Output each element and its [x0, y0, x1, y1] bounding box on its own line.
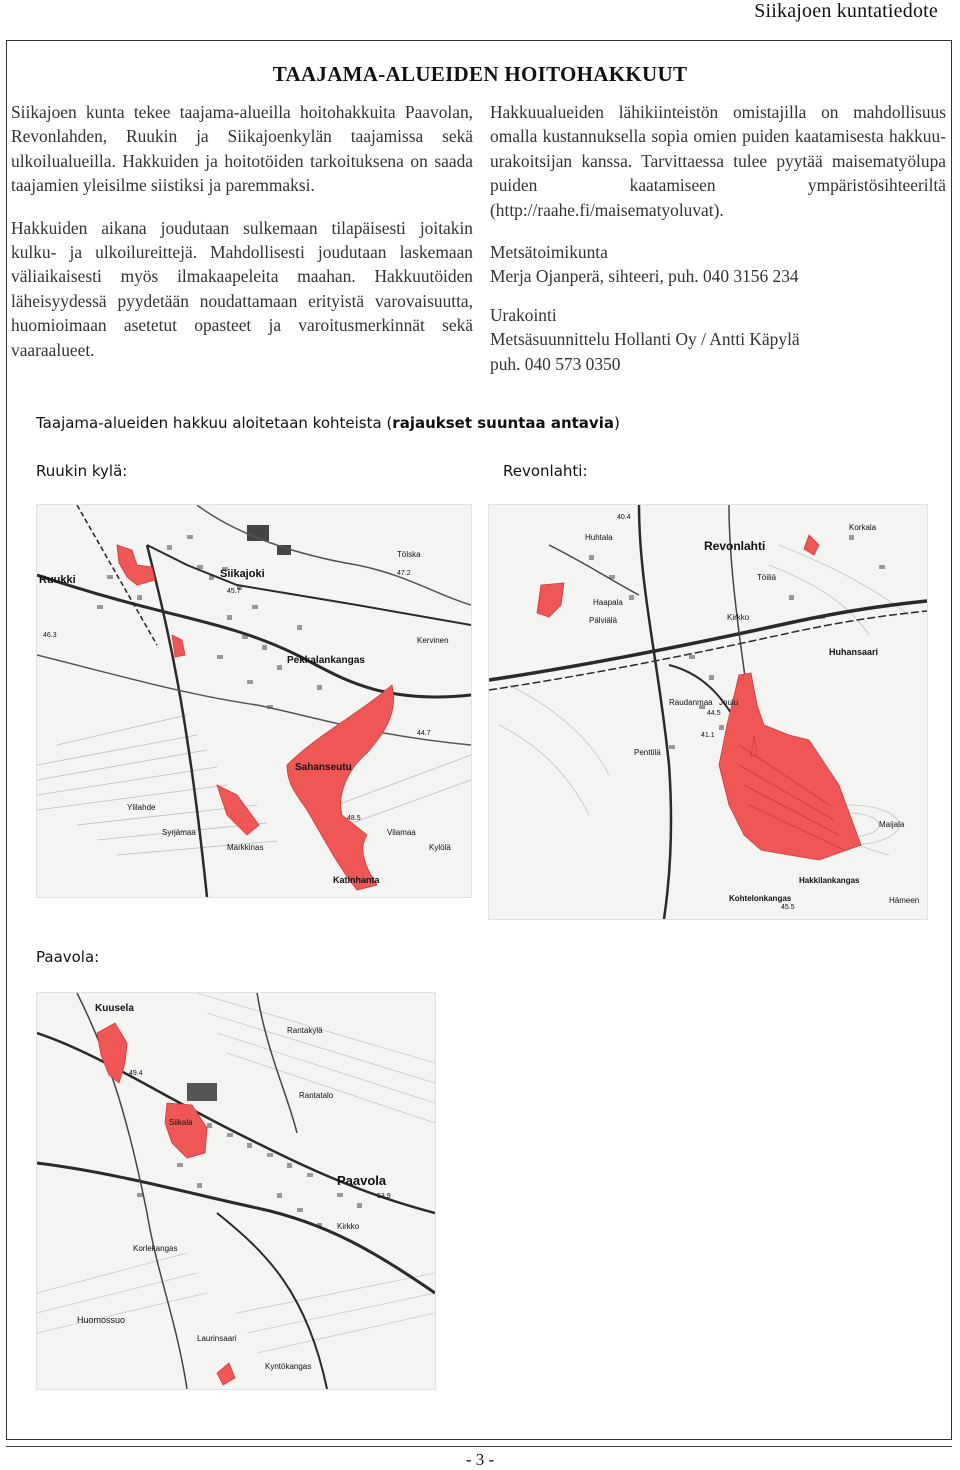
- place-kohtelonkangas: Kohtelonkangas: [729, 894, 792, 903]
- elev-2: 53.9: [377, 1193, 391, 1200]
- place-markkinas: Markkinas: [227, 843, 264, 852]
- place-kylola: Kylölä: [429, 843, 451, 852]
- contact-heading: Metsätoimikunta: [490, 242, 608, 263]
- intro-bold: rajaukset suuntaa antavia: [392, 414, 614, 432]
- contact-line: Metsäsuunnittelu Hollanti Oy / Antti Käpylä: [490, 329, 800, 350]
- paragraph-owners: Hakkuualueiden lähikiinteistön omistajilla on mahdollisuus omalla kustannuksella sopia omien puiden kaatamisesta hakkuu-urakoitsijan kanssa. Tarvittaessa tulee pyytää maisematyölupa puiden kaatamiseen ympäristösihteeriltä (http://raahe.fi/maisematyoluvat).: [490, 102, 946, 220]
- maps-intro: Taajama-alueiden hakkuu aloitetaan kohteista (rajaukset suuntaa antavia): [36, 414, 620, 432]
- place-hameen: Hämeen: [889, 896, 920, 905]
- caption-ruukki: Ruukin kylä:: [36, 462, 128, 480]
- contact-urakointi: [490, 303, 946, 376]
- place-siikajoki: Siikajoki: [220, 568, 265, 580]
- place-rantatalo: Rantatalo: [299, 1091, 334, 1100]
- place-penttila: Penttilä: [634, 748, 661, 757]
- place-haapala: Haapala: [593, 598, 623, 607]
- place-pekkalankangas: Pekkalankangas: [287, 655, 365, 666]
- contact-line: puh. 040 573 0350: [490, 353, 621, 374]
- place-raudanmaa: Raudanmaa: [669, 698, 713, 707]
- place-kervinen: Kervinen: [417, 636, 449, 645]
- place-kirkko: Kirkko: [727, 613, 750, 622]
- place-sahanseutu: Sahanseutu: [295, 762, 352, 773]
- place-palviala: Pälviälä: [589, 616, 618, 625]
- elev-2: 45.7: [227, 588, 241, 595]
- caption-revonlahti: Revonlahti:: [503, 462, 588, 480]
- map-paavola: [36, 992, 436, 1390]
- place-joulu: Joulu: [719, 698, 739, 707]
- article-title: TAAJAMA-ALUEIDEN HOITOHAKKUUT: [272, 62, 688, 86]
- place-vilamaa: Vilamaa: [387, 828, 416, 837]
- page-number: - 3 -: [465, 1450, 495, 1469]
- elev-4: 47.2: [397, 570, 411, 577]
- place-huhtala: Huhtala: [585, 533, 613, 542]
- caption-paavola: Paavola:: [36, 948, 100, 966]
- place-katinhanta: Katinhanta: [333, 875, 380, 885]
- map-paavola-graphic: [37, 993, 435, 1389]
- place-paavola: Paavola: [337, 1173, 387, 1188]
- elev-1: 46.3: [43, 632, 57, 639]
- elev-3: 41.1: [701, 732, 715, 739]
- elev-5: 44.7: [417, 730, 431, 737]
- contact-line: Merja Ojanperä, sihteeri, puh. 040 3156 234: [490, 266, 799, 287]
- paragraph-intro: Siikajoen kunta tekee taajama-alueilla hoitohakkuita Paavolan, Revonlahden, Ruukin ja Siikajoenkylän taajamissa sekä ulkoilualueilla. Hakkuiden ja hoitotöiden tarkoituksena on saada taajamien yleisilme siistiksi ja paremmaksi.: [11, 102, 473, 196]
- place-toilia: Töiliä: [757, 573, 777, 582]
- place-rantakyla: Rantakylä: [287, 1026, 323, 1035]
- elev-1: 49.4: [129, 1070, 143, 1077]
- map-revonlahti: [488, 504, 928, 920]
- place-hakkilankangas: Hakkilankangas: [799, 876, 860, 885]
- paragraph-safety: Hakkuiden aikana joudutaan sulkemaan tilapäisesti joitakin kulku- ja ulkoilureittejä. Mahdollisesti joudutaan laskemaan väliaikaisesti myös ilmakaapeleita maahan. Hakkuutöiden läheisyydessä pyydetään noudattamaan erityistä varovaisuutta, huomioimaan asetetut opasteet ja varoitusmerkinnät sekä vaaraalueet.: [11, 217, 473, 360]
- place-kyntokangas: Kyntökangas: [265, 1362, 312, 1371]
- place-laurinsaari: Laurinsaari: [197, 1334, 237, 1343]
- contact-heading: Urakointi: [490, 304, 557, 325]
- place-siikala: Siikala: [169, 1118, 193, 1127]
- place-huomossuo: Huomossuo: [77, 1315, 126, 1325]
- elev-3: 48.5: [347, 815, 361, 822]
- right-column: [490, 100, 946, 390]
- map-ruukki-graphic: [37, 505, 471, 897]
- elev-2: 44.5: [707, 710, 721, 717]
- place-revonlahti: Revonlahti: [704, 539, 766, 553]
- publication-title: Siikajoen kuntatiedote: [754, 0, 938, 22]
- place-syrjamaa: Syrjämaa: [162, 828, 196, 837]
- elev-1: 40.4: [617, 514, 631, 521]
- place-korlekangas: Korlekangas: [133, 1244, 178, 1253]
- map-revonlahti-graphic: [489, 505, 927, 919]
- left-column: [11, 100, 473, 380]
- footer-rule: [6, 1446, 952, 1447]
- contact-metsatoimikunta: [490, 240, 946, 289]
- place-ylilahde: Ylilahde: [127, 803, 156, 812]
- place-kirkko: Kirkko: [337, 1222, 360, 1231]
- place-huhansaari: Huhansaari: [829, 647, 879, 657]
- map-ruukki: [36, 504, 472, 898]
- elev-4: 45.5: [781, 904, 795, 911]
- place-kuusela: Kuusela: [95, 1003, 134, 1014]
- place-korkala: Korkala: [849, 523, 877, 532]
- place-tolska: Tölska: [397, 550, 421, 559]
- place-maijala: Maijala: [879, 820, 905, 829]
- place-ruukki: Ruukki: [39, 574, 76, 586]
